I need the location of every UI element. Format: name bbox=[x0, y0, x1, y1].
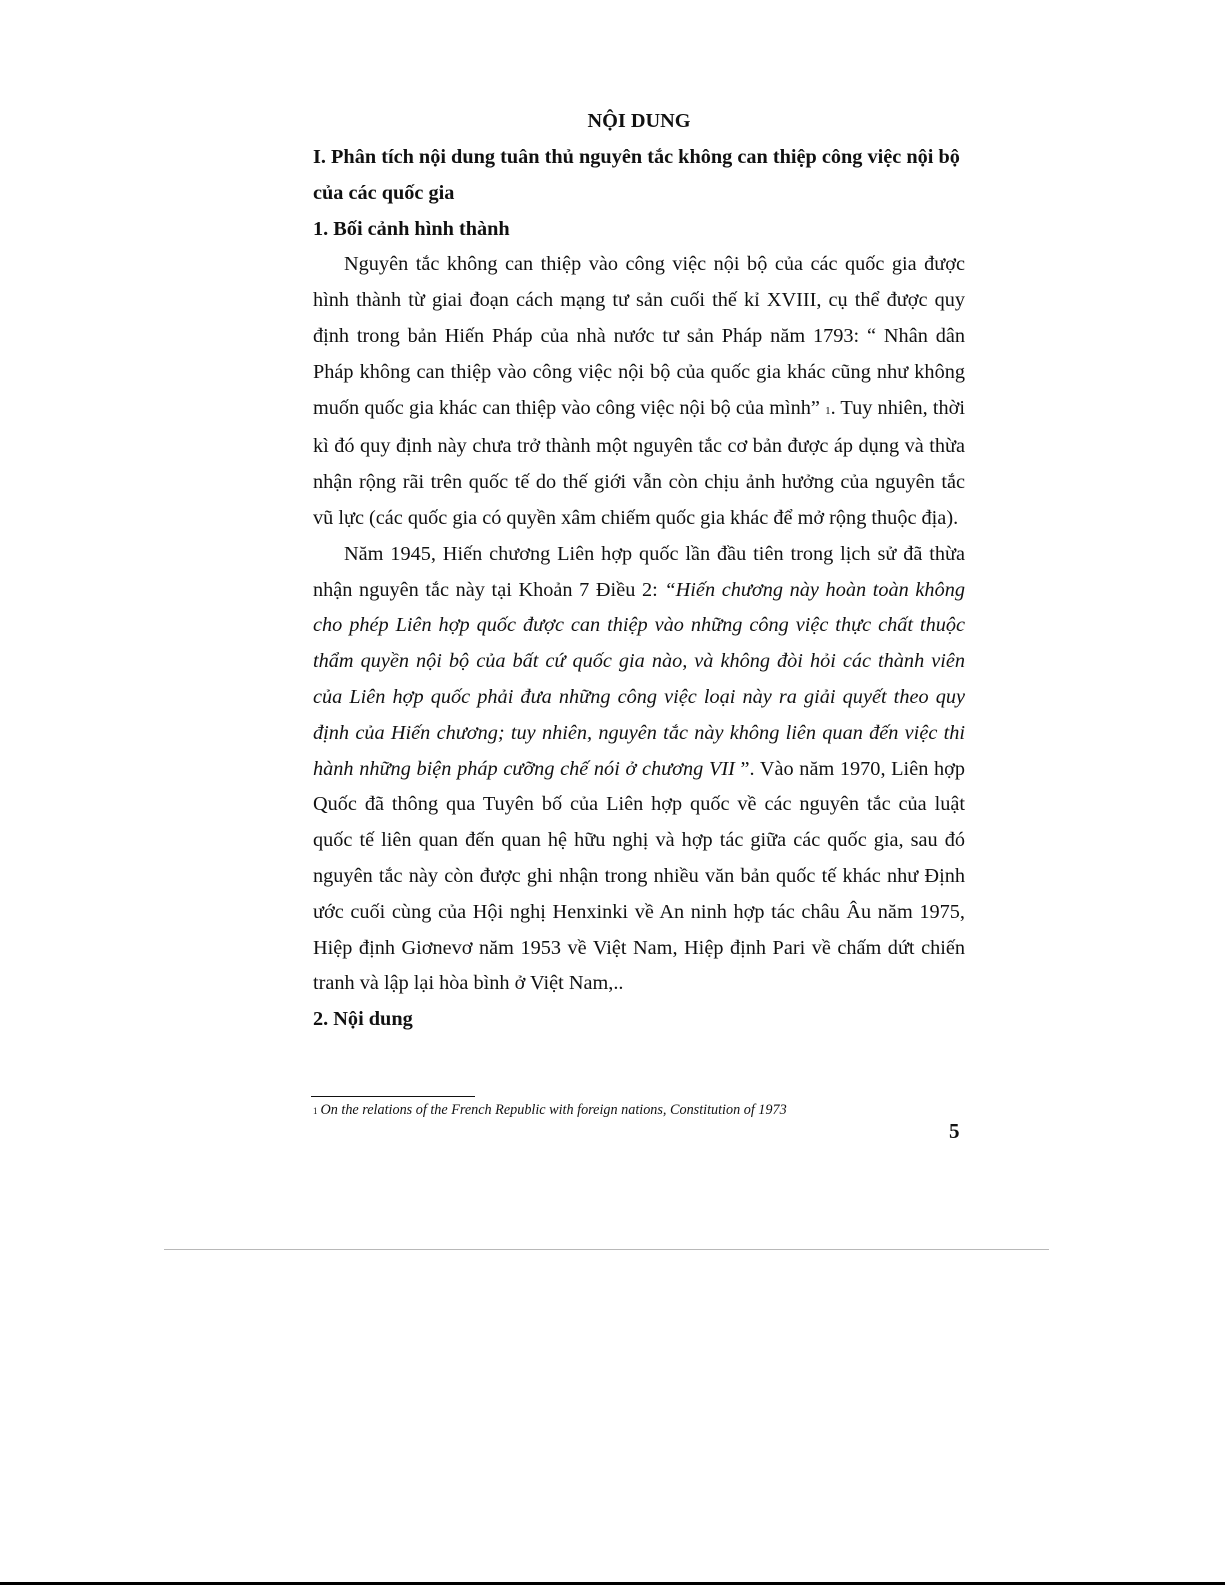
paragraph-1-text-after: . Tuy nhiên, thời kì đó quy định này chưa trở thành một nguyên tắc cơ bản được áp dụng và thừa nhận rộng rãi trên quốc tế do thế giới vẫn còn chịu ảnh hưởng của nguyên tắc vũ lực (các quốc gia có quyền xâm chiếm quốc gia khác để mở rộng thuộc địa). bbox=[313, 396, 965, 529]
footnote bbox=[313, 1100, 973, 1121]
page-body bbox=[313, 104, 965, 1038]
page-title: NỘI DUNG bbox=[587, 110, 691, 132]
paragraph-un-charter bbox=[313, 537, 965, 1002]
paragraph-2-rest: ”. Vào năm 1970, Liên hợp Quốc đã thông qua Tuyên bố của Liên hợp quốc về các nguyên tắc của luật quốc tế liên quan đến quan hệ hữu nghị và hợp tác giữa các quốc gia, sau đó nguyên tắc này còn được ghi nhận trong nhiều văn bản quốc tế khác như Định ước cuối cùng của Hội nghị Henxinki về An ninh hợp tác châu Âu năm 1975, Hiệp định Giơnevơ năm 1953 về Việt Nam, Hiệp định Pari về chấm dứt chiến tranh và lập lại hòa bình ở Việt Nam,.. bbox=[313, 757, 966, 995]
footnote-reference[interactable]: 1 bbox=[825, 404, 831, 417]
charter-quote: “Hiến chương này hoàn toàn không cho phép Liên hợp quốc được can thiệp vào những công việc thực chất thuộc thẩm quyền nội bộ của bất cứ quốc gia nào, và không đòi hỏi các thành viên của Liên hợp quốc phải đưa những công việc loại này ra giải quyết theo quy định của Hiến chương; tuy nhiên, nguyên tắc này không liên quan đến việc thi hành những biện pháp cưỡng chế nói ở chương VII bbox=[313, 578, 965, 780]
section-heading: I. Phân tích nội dung tuân thủ nguyên tắc không can thiệp công việc nội bộ của các quốc gia bbox=[313, 146, 960, 204]
subsection-heading-content: 2. Nội dung bbox=[313, 1008, 413, 1031]
footnote-text: On the relations of the French Republic with foreign nations, Constitution of 1973 bbox=[320, 1102, 787, 1118]
paragraph-2-intro: Năm 1945, Hiến chương Liên hợp quốc lần đầu tiên trong lịch sử đã thừa nhận nguyên tắc này tại Khoản 7 Điều 2: bbox=[313, 542, 965, 601]
page-separator bbox=[164, 1249, 1049, 1250]
footnote-divider bbox=[311, 1096, 475, 1097]
paragraph-1-text: Nguyên tắc không can thiệp vào công việc nội bộ của các quốc gia được hình thành từ giai đoạn cách mạng tư sản cuối thế kỉ XVIII, cụ thể được quy định trong bản Hiến Pháp của nhà nước tư sản Pháp năm 1793: “ Nhân dân Pháp không can thiệp vào công việc nội bộ của quốc gia khác cũng như không muốn quốc gia khác can thiệp vào công việc nội bộ của mình” bbox=[313, 253, 965, 419]
paragraph-historical-context bbox=[313, 247, 965, 536]
footnote-number: 1 bbox=[313, 1106, 318, 1116]
subsection-heading-context: 1. Bối cảnh hình thành bbox=[313, 217, 510, 240]
page-number: 5 bbox=[949, 1119, 960, 1143]
